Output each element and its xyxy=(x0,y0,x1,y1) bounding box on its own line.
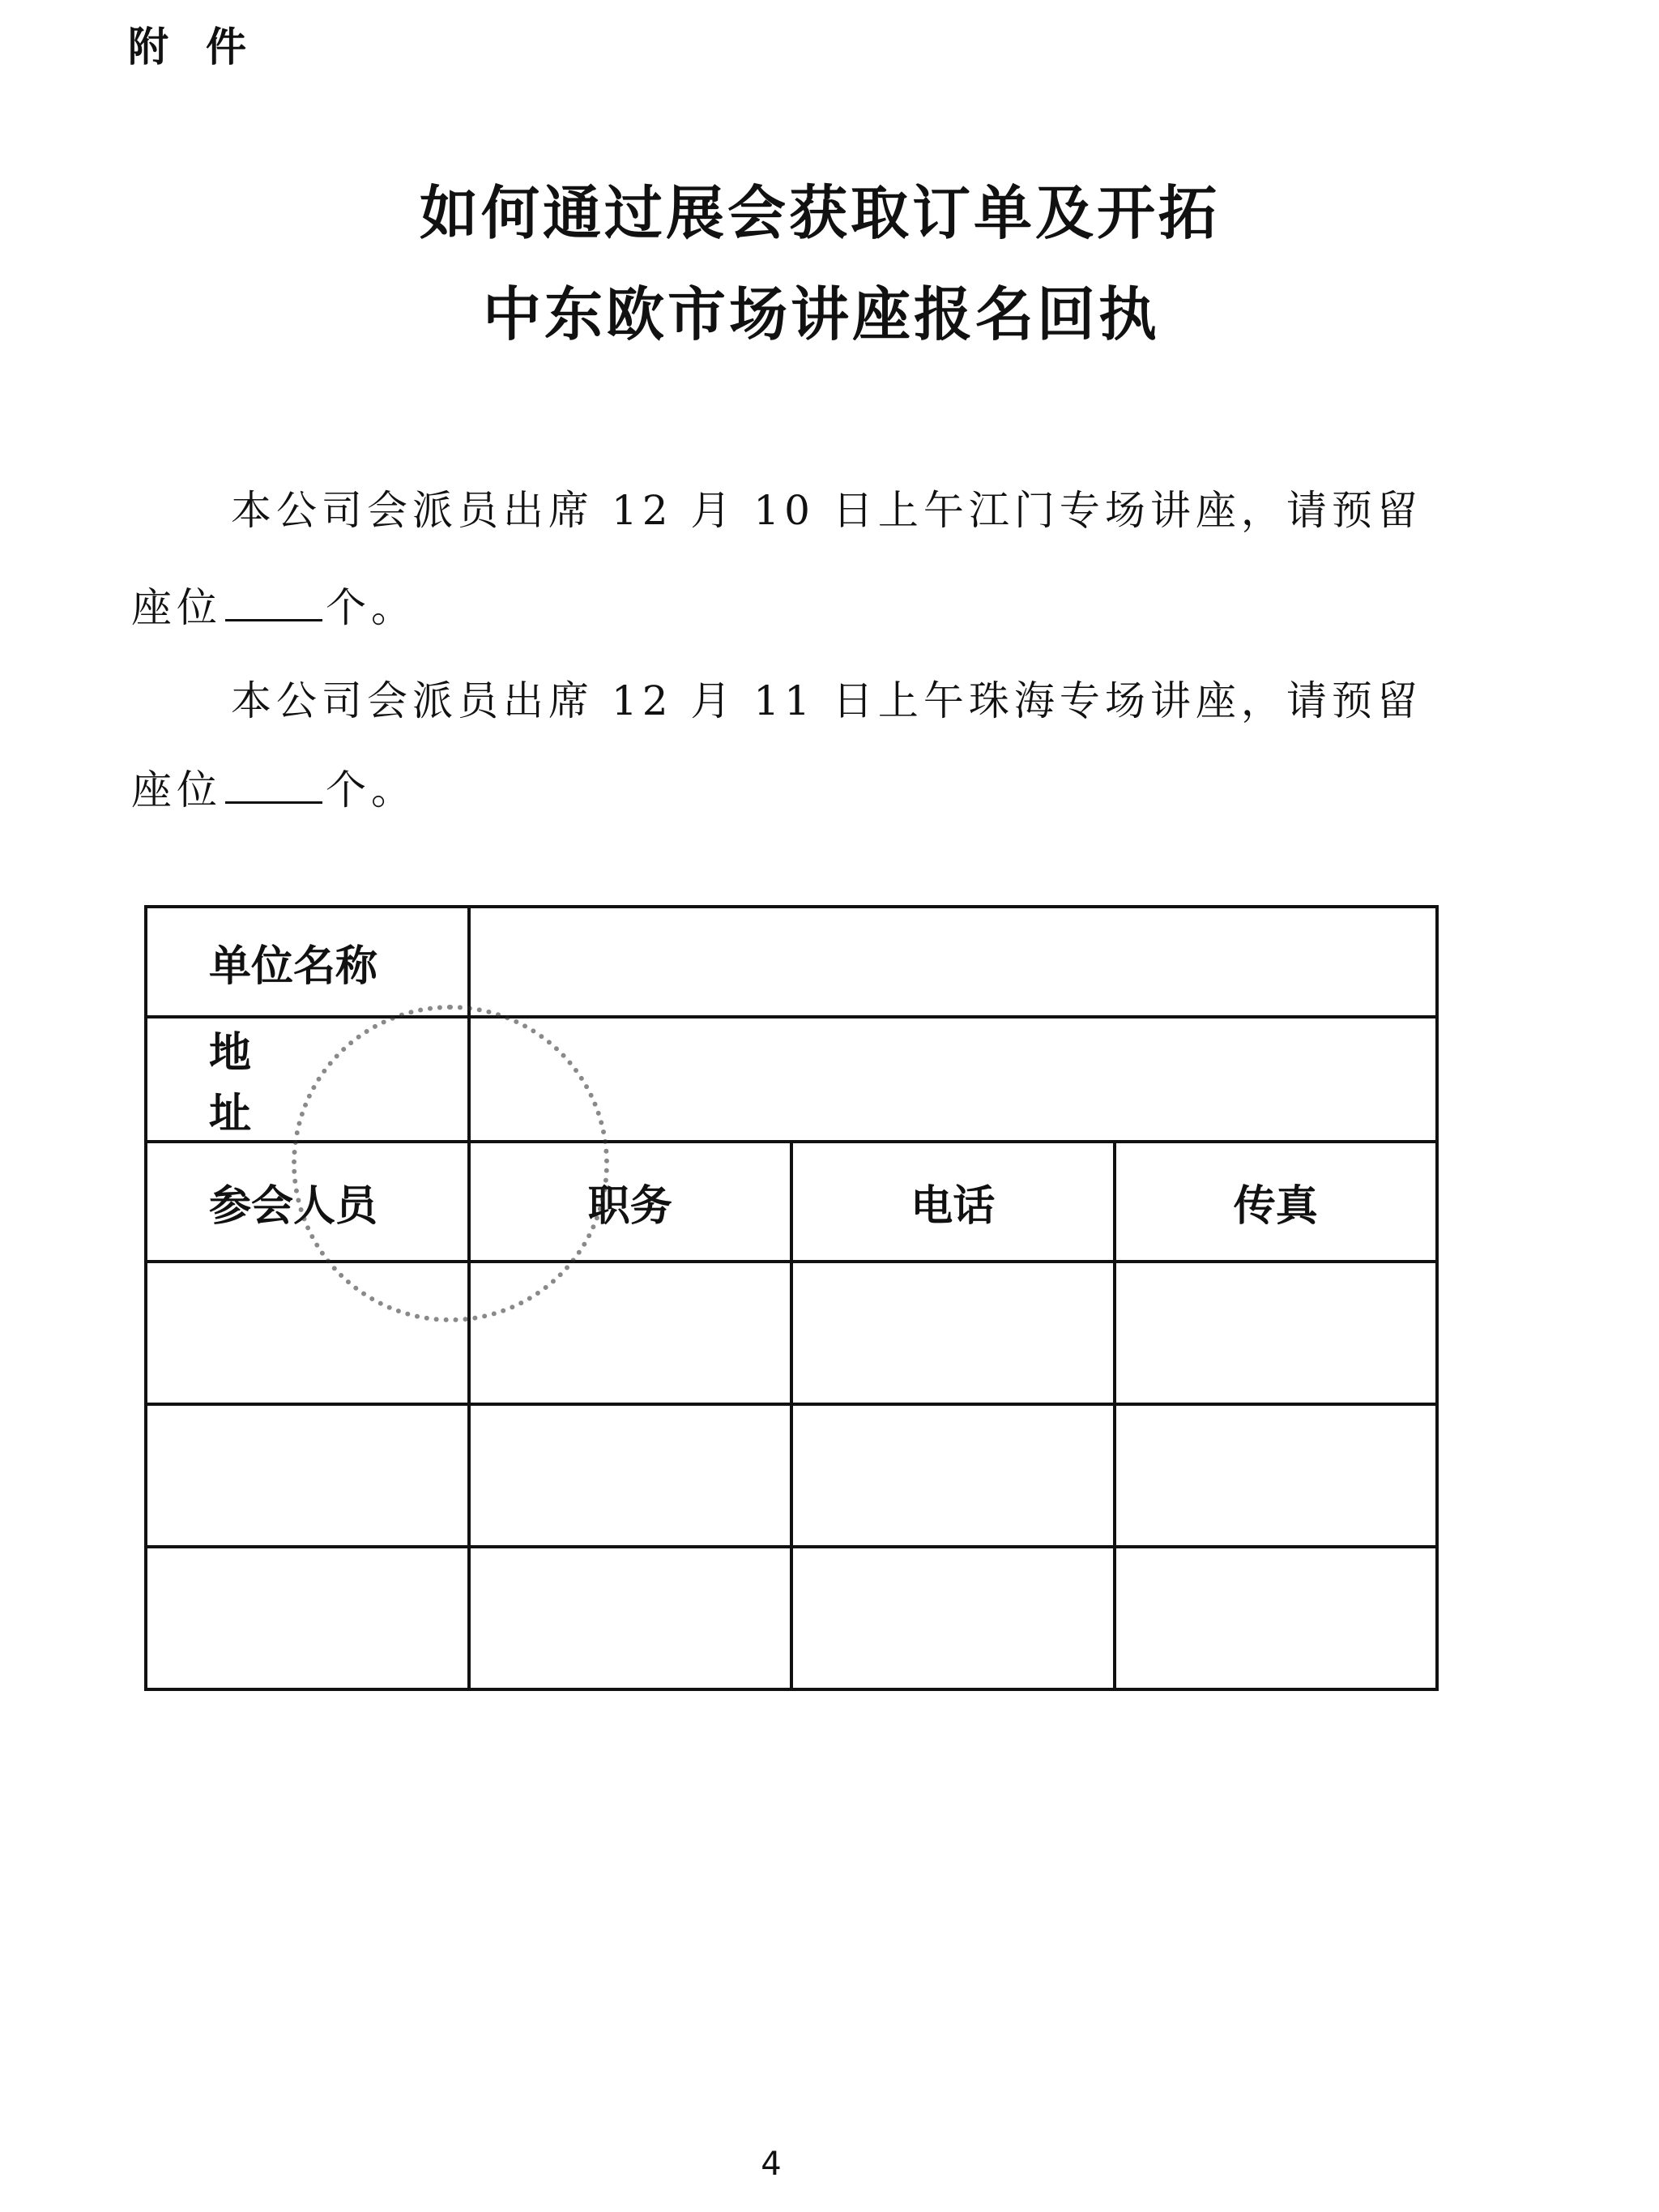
attendee-fax-cell[interactable] xyxy=(1115,1404,1438,1547)
company-name-field[interactable] xyxy=(469,907,1438,1017)
company-name-row xyxy=(146,907,1437,1017)
attachment-label: 附件 xyxy=(128,23,284,70)
title-line-2: 中东欧市场讲座报名回执 xyxy=(482,280,1160,348)
attendee-row xyxy=(146,1547,1437,1689)
attendee-phone-cell[interactable] xyxy=(791,1404,1115,1547)
seat-suffix: 个。 xyxy=(326,767,416,813)
attendee-name-cell[interactable] xyxy=(146,1404,469,1547)
attendee-position-cell[interactable] xyxy=(469,1262,792,1404)
seat-line-jiangmen xyxy=(131,575,416,634)
attendee-phone-cell[interactable] xyxy=(791,1547,1115,1689)
attendee-name-cell[interactable] xyxy=(146,1262,469,1404)
position-label: 职务 xyxy=(469,1142,792,1262)
title-line-1: 如何通过展会获取订单及开拓 xyxy=(419,179,1220,247)
phone-label: 电话 xyxy=(791,1142,1115,1262)
attendee-fax-cell[interactable] xyxy=(1115,1547,1438,1689)
company-name-label: 单位名称 xyxy=(146,907,469,1017)
seat-count-blank-jiangmen[interactable] xyxy=(225,583,322,621)
attendee-row xyxy=(146,1404,1437,1547)
seat-prefix: 座位 xyxy=(131,767,222,813)
address-row xyxy=(146,1017,1437,1142)
registration-table xyxy=(144,905,1439,1691)
seat-count-blank-zhuhai[interactable] xyxy=(225,766,322,804)
attendee-phone-cell[interactable] xyxy=(791,1262,1115,1404)
paragraph-zhuhai: 本公司会派员出席 12 月 11 日上午珠海专场讲座，请预留 xyxy=(231,677,1422,724)
attendee-position-cell[interactable] xyxy=(469,1404,792,1547)
attendee-row xyxy=(146,1262,1437,1404)
paragraph-jiangmen: 本公司会派员出席 12 月 10 日上午江门专场讲座，请预留 xyxy=(231,487,1422,534)
seat-prefix: 座位 xyxy=(131,584,222,631)
fax-label: 传真 xyxy=(1115,1142,1438,1262)
seat-suffix: 个。 xyxy=(326,584,416,631)
address-label-text: 地址 xyxy=(209,1029,349,1138)
address-field[interactable] xyxy=(469,1017,1438,1142)
attendee-header-row xyxy=(146,1142,1437,1262)
attendee-label: 参会人员 xyxy=(146,1142,469,1262)
page-number: 4 xyxy=(761,2146,782,2183)
attendee-position-cell[interactable] xyxy=(469,1547,792,1689)
attendee-fax-cell[interactable] xyxy=(1115,1262,1438,1404)
attendee-name-cell[interactable] xyxy=(146,1547,469,1689)
seat-line-zhuhai xyxy=(131,758,416,816)
address-label xyxy=(146,1017,469,1142)
